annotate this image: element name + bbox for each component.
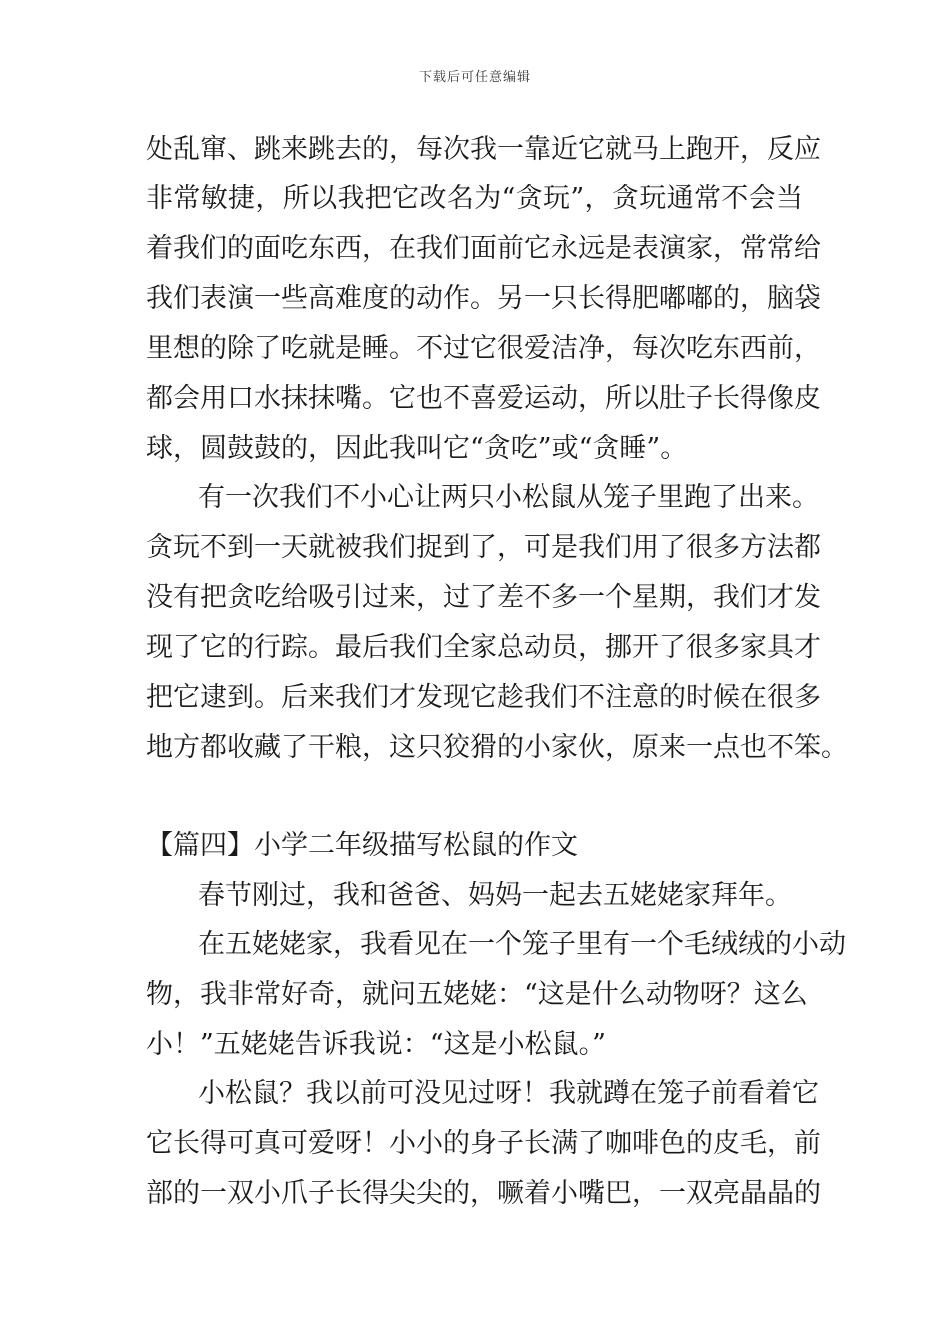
- text-line: 把它逮到。后来我们才发现它趁我们不注意的时候在很多: [146, 682, 821, 713]
- paragraph-first-line: 小松鼠？我以前可没见过呀！我就蹲在笼子前看着它: [198, 1078, 819, 1109]
- section-heading: 【篇四】小学二年级描写松鼠的作文: [146, 830, 578, 861]
- text-line: 小！”五姥姥告诉我说：“这是小松鼠。”: [146, 1029, 606, 1060]
- text-line: 物，我非常好奇，就问五姥姥：“这是什么动物呀？这么: [146, 979, 808, 1010]
- text-line: 部的一双小爪子长得尖尖的，噘着小嘴巴，一双亮晶晶的: [146, 1178, 821, 1209]
- text-line: 地方都收藏了干粮，这只狡猾的小家伙，原来一点也不笨。: [146, 732, 848, 763]
- text-line: 没有把贪吃给吸引过来，过了差不多一个星期，我们才发: [146, 582, 821, 613]
- text-line: 里想的除了吃就是睡。不过它很爱洁净，每次吃东西前，: [146, 333, 821, 364]
- text-line: 贪玩不到一天就被我们捉到了，可是我们用了很多方法都: [146, 532, 821, 563]
- text-line: 非常敏捷，所以我把它改名为“贪玩”，贪玩通常不会当: [146, 183, 803, 214]
- text-line: 都会用口水抹抹嘴。它也不喜爱运动，所以肚子长得像皮: [146, 383, 821, 414]
- page-header: 下载后可任意编辑: [418, 70, 531, 85]
- text-line: 处乱窜、跳来跳去的，每次我一靠近它就马上跑开，反应: [146, 134, 821, 165]
- text-line: 着我们的面吃东西，在我们面前它永远是表演家，常常给: [146, 233, 821, 264]
- paragraph-first-line: 在五姥姥家，我看见在一个笼子里有一个毛绒绒的小动: [198, 929, 846, 960]
- paragraph-first-line: 有一次我们不小心让两只小松鼠从笼子里跑了出来。: [198, 482, 819, 513]
- text-line: 球，圆鼓鼓的，因此我叫它“贪吃”或“贪睡”。: [146, 433, 688, 464]
- text-line: 现了它的行踪。最后我们全家总动员，挪开了很多家具才: [146, 632, 821, 663]
- text-line: 它长得可真可爱呀！小小的身子长满了咖啡色的皮毛，前: [146, 1128, 821, 1159]
- paragraph-first-line: 春节刚过，我和爸爸、妈妈一起去五姥姥家拜年。: [198, 880, 792, 911]
- text-line: 我们表演一些高难度的动作。另一只长得肥嘟嘟的，脑袋: [146, 283, 821, 314]
